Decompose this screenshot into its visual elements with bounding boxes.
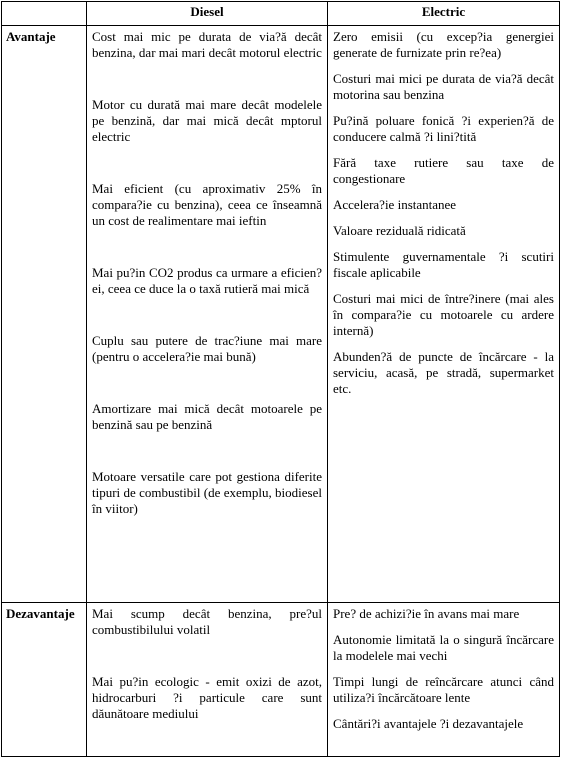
header-diesel: Diesel <box>87 2 328 26</box>
header-empty-cell <box>2 2 87 26</box>
electric-disadvantage-item: Pre? de achizi?ie în avans mai mare <box>333 606 520 621</box>
diesel-disadvantage-item: Mai pu?in ecologic - emit oxizi de azot, hidrocarburi ?i particule care sunt dăunătoare mediului <box>92 674 322 721</box>
electric-advantage-item: Costuri mai mici pe durata de via?ă decât motorina sau benzina <box>333 71 554 102</box>
electric-advantage-item: Pu?ină poluare fonică ?i experien?ă de conducere calmă ?i lini?tită <box>333 113 554 144</box>
row-label-disadvantages: Dezavantaje <box>2 603 87 757</box>
comparison-table <box>1 1 560 757</box>
electric-advantage-item: Valoare reziduală ridicată <box>333 223 466 238</box>
electric-advantage-item: Fără taxe rutiere sau taxe de congestionare <box>333 155 554 186</box>
diesel-disadvantage-item: Mai scump decât benzina, pre?ul combustibilului volatil <box>92 606 322 637</box>
diesel-advantage-item: Cost mai mic pe durata de via?ă decât benzina, dar mai mari decât motorul electric <box>92 29 322 60</box>
disadvantages-row <box>2 603 560 757</box>
diesel-advantage-item: Motor cu durată mai mare decât modelele pe benzină, dar mai mică decât mptorul electric <box>92 97 322 144</box>
electric-advantage-item: Accelera?ie instantanee <box>333 197 457 212</box>
header-electric: Electric <box>328 2 560 26</box>
diesel-advantage-item: Mai pu?in CO2 produs ca urmare a eficien?ei, ceea ce duce la o taxă rutieră mai mică <box>92 265 322 296</box>
electric-disadvantages-cell <box>328 603 560 757</box>
diesel-advantage-item: Motoare versatile care pot gestiona diferite tipuri de combustibil (de exemplu, biodiesel în viitor) <box>92 469 322 516</box>
advantages-row <box>2 26 560 603</box>
electric-disadvantage-item: Timpi lungi de reîncărcare atunci când utiliza?i încărcătoare lente <box>333 674 554 705</box>
diesel-disadvantages-cell <box>87 603 328 757</box>
electric-advantage-item: Stimulente guvernamentale ?i scutiri fiscale aplicabile <box>333 249 554 280</box>
diesel-advantages-cell <box>87 26 328 603</box>
electric-advantage-item: Zero emisii (cu excep?ia genergiei generate de furnizate prin re?ea) <box>333 29 554 60</box>
electric-advantage-item: Abunden?ă de puncte de încărcare - la serviciu, acasă, pe stradă, supermarket etc. <box>333 349 554 396</box>
diesel-advantage-item: Cuplu sau putere de trac?iune mai mare (pentru o accelera?ie mai bună) <box>92 333 322 364</box>
diesel-advantage-item: Mai eficient (cu aproximativ 25% în compara?ie cu benzina), ceea ce înseamnă un cost de realimentare mai ieftin <box>92 181 322 228</box>
electric-disadvantage-item: Cântări?i avantajele ?i dezavantajele <box>333 716 524 731</box>
electric-advantage-item: Costuri mai mici de între?inere (mai ales în compara?ie cu motoarele cu ardere internă) <box>333 291 554 338</box>
header-row <box>2 2 560 26</box>
electric-disadvantage-item: Autonomie limitată la o singură încărcare la modelele mai vechi <box>333 632 554 663</box>
diesel-advantage-item: Amortizare mai mică decât motoarele pe benzină sau pe benzină <box>92 401 322 432</box>
row-label-advantages: Avantaje <box>2 26 87 603</box>
electric-advantages-cell <box>328 26 560 603</box>
